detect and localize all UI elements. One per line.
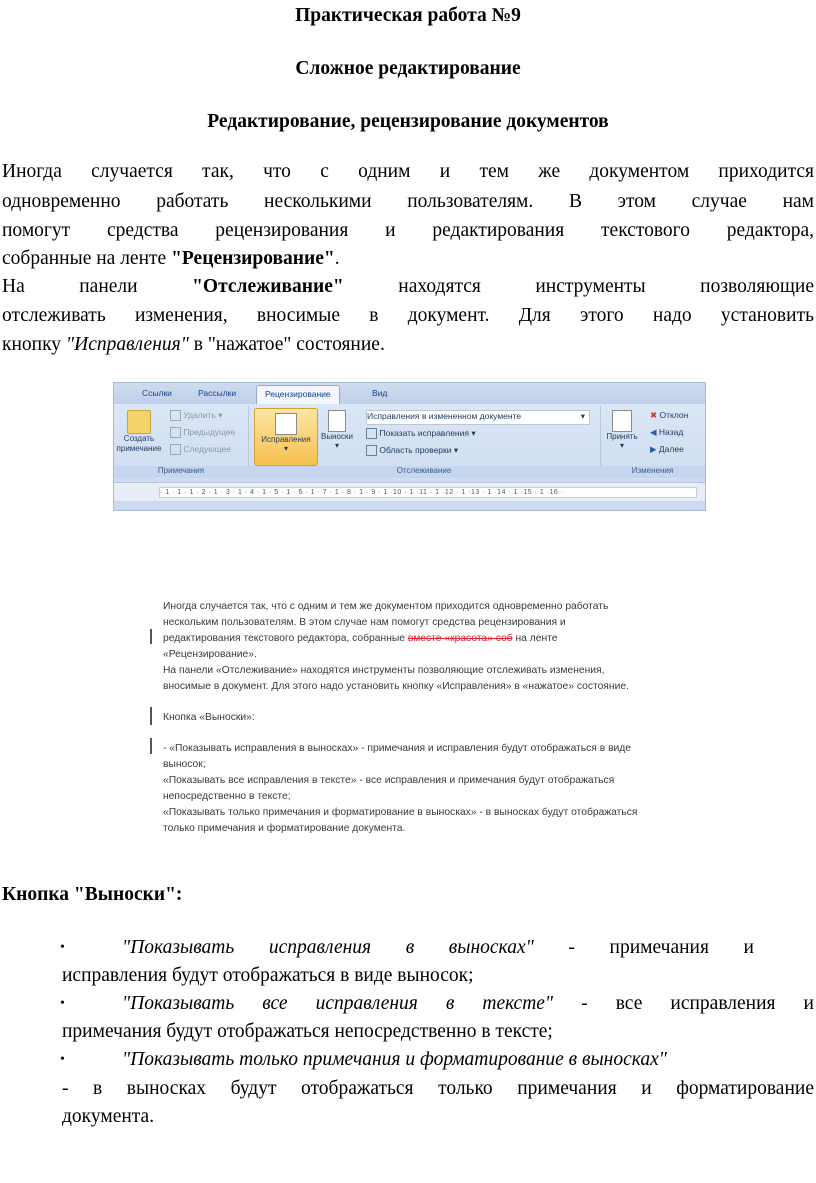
intro-line-4: собранные на ленте "Рецензирование".	[2, 248, 340, 269]
button-name: "Исправления"	[65, 334, 189, 355]
track-changes-icon	[275, 413, 297, 435]
changes-group	[600, 406, 705, 478]
ribbon-screenshot	[113, 382, 706, 511]
show-markup-button[interactable]: Показать исправления ▾	[366, 428, 476, 439]
reject-icon: ✖	[650, 410, 658, 420]
balloons-icon	[328, 410, 346, 432]
notes-group-label: Примечания	[114, 466, 248, 478]
sample-line: нескольким пользователям. В этом случае нам помогут средства рецензирования и	[163, 617, 566, 628]
document-sample-screenshot	[150, 595, 710, 850]
bullet-item-3-cont: - в выносках будут отображаться только примечания и форматирование	[62, 1078, 814, 1099]
sample-line: Кнопка «Выноски»:	[163, 712, 255, 723]
intro-line-1: Иногда случается так, что с одним и тем же документом приходится	[2, 161, 814, 182]
sample-line: - «Показывать исправления в выносках» - примечания и исправления будут отображаться в виде	[163, 743, 632, 754]
previous-comment-button[interactable]: Предыдущее	[170, 427, 235, 438]
ruler	[114, 482, 705, 501]
tracking-group	[248, 406, 601, 478]
tab-mailings[interactable]: Рассылки	[198, 388, 237, 398]
deleted-text: вместе «красота» соб	[407, 633, 513, 644]
comment-icon	[127, 410, 151, 434]
bullet-icon: •	[60, 940, 65, 955]
delete-icon	[170, 410, 181, 421]
panel-line-1: На панели "Отслеживание" находятся инструменты позволяющие	[2, 276, 814, 297]
bullet-icon: •	[60, 1052, 65, 1067]
sample-line: вносимые в документ. Для этого надо установить кнопку «Исправления» в «нажатое» состояние.	[163, 681, 629, 692]
sample-line: выносок;	[163, 759, 206, 770]
delete-comment-button[interactable]: Удалить ▾	[170, 410, 222, 421]
sample-line: редактирования текстового редактора, собранные вместе «красота» соб на ленте	[163, 633, 558, 644]
tab-references[interactable]: Ссылки	[142, 388, 172, 398]
bullet-item-2: • "Показывать все исправления в тексте" - все исправления и	[2, 990, 814, 1018]
ribbon-name: "Рецензирование"	[171, 248, 335, 269]
review-pane-icon	[366, 445, 377, 456]
section-heading: Редактирование, рецензирование документов	[207, 111, 609, 132]
tab-view[interactable]: Вид	[372, 388, 388, 398]
track-changes-button[interactable]: Исправления ▾	[254, 408, 318, 466]
bullet-item-3-end: документа.	[62, 1106, 155, 1127]
sample-line: «Показывать все исправления в тексте» - все исправления и примечания будут отображаться	[163, 775, 615, 786]
bullet-item-1-cont: исправления будут отображаться в виде выносок;	[62, 965, 474, 986]
accept-icon	[612, 410, 632, 432]
sample-line: только примечания и форматирование документа.	[163, 823, 406, 834]
sample-line: Иногда случается так, что с одним и тем же документом приходится одновременно работать	[163, 601, 609, 612]
next-icon	[170, 444, 181, 455]
ruler-scale: · 1 · 1 · 1 · 2 · 1 · 3 · 1 · 4 · 1 · 5 · 1 · 6 · 1 · 7 · 1 · 8 · 1 · 9 · 1 ·10 · 1 ·11 · 1 ·12 · 1 ·13 · 1 ·14 · 1 ·15 · 1 ·16 ·	[159, 487, 697, 498]
back-icon: ◀	[650, 427, 657, 437]
reject-button[interactable]: ✖ Отклон	[650, 410, 689, 420]
balloons-button[interactable]: Выноски ▾	[320, 410, 354, 450]
accept-button[interactable]: Принять ▾	[604, 410, 640, 450]
change-bar	[150, 707, 152, 725]
previous-change-button[interactable]: ◀ Назад	[650, 427, 684, 437]
sample-line: На панели «Отслеживание» находятся инструменты позволяющие отслеживать изменения,	[163, 665, 605, 676]
display-mode-select[interactable]: Исправления в измененном документе ▾	[366, 410, 590, 425]
panel-name: "Отслеживание"	[192, 276, 344, 297]
next-change-button[interactable]: ▶ Далее	[650, 444, 684, 454]
sample-line: «Показывать только примечания и форматирование в выносках» - в выносках будут отображаться	[163, 807, 638, 818]
intro-line-2: одновременно работать несколькими пользователям. В этом случае нам	[2, 191, 814, 212]
next-comment-button[interactable]: Следующее	[170, 444, 231, 455]
notes-group	[114, 406, 249, 478]
changes-group-label: Изменения	[600, 466, 705, 478]
change-bar	[150, 629, 152, 644]
panel-line-2: отслеживать изменения, вносимые в документ. Для этого надо установить	[2, 305, 814, 326]
bullet-item-3: • "Показывать только примечания и форматирование в выносках"	[2, 1046, 814, 1074]
bullet-item-1: • "Показывать исправления в выносках" - примечания и	[2, 934, 754, 962]
forward-icon: ▶	[650, 444, 657, 454]
sample-line: «Рецензирование».	[163, 649, 257, 660]
intro-line-3: помогут средства рецензирования и редактирования текстового редактора,	[2, 220, 814, 241]
doc-subtitle: Сложное редактирование	[295, 58, 521, 79]
review-pane-button[interactable]: Область проверки ▾	[366, 445, 458, 456]
new-comment-button[interactable]: Создать примечание	[116, 410, 162, 454]
panel-line-3: кнопку "Исправления" в "нажатое" состояние.	[2, 334, 385, 355]
doc-title: Практическая работа №9	[295, 5, 521, 26]
ribbon-tabs	[114, 383, 705, 404]
bullet-item-2-cont: примечания будут отображаться непосредственно в тексте;	[62, 1021, 553, 1042]
previous-icon	[170, 427, 181, 438]
sample-line: непосредственно в тексте;	[163, 791, 291, 802]
tracking-group-label: Отслеживание	[248, 466, 600, 478]
tab-review[interactable]: Рецензирование	[256, 385, 340, 404]
show-markup-icon	[366, 428, 377, 439]
bullet-icon: •	[60, 996, 65, 1011]
balloons-heading: Кнопка "Выноски":	[2, 884, 183, 905]
change-bar	[150, 738, 152, 754]
